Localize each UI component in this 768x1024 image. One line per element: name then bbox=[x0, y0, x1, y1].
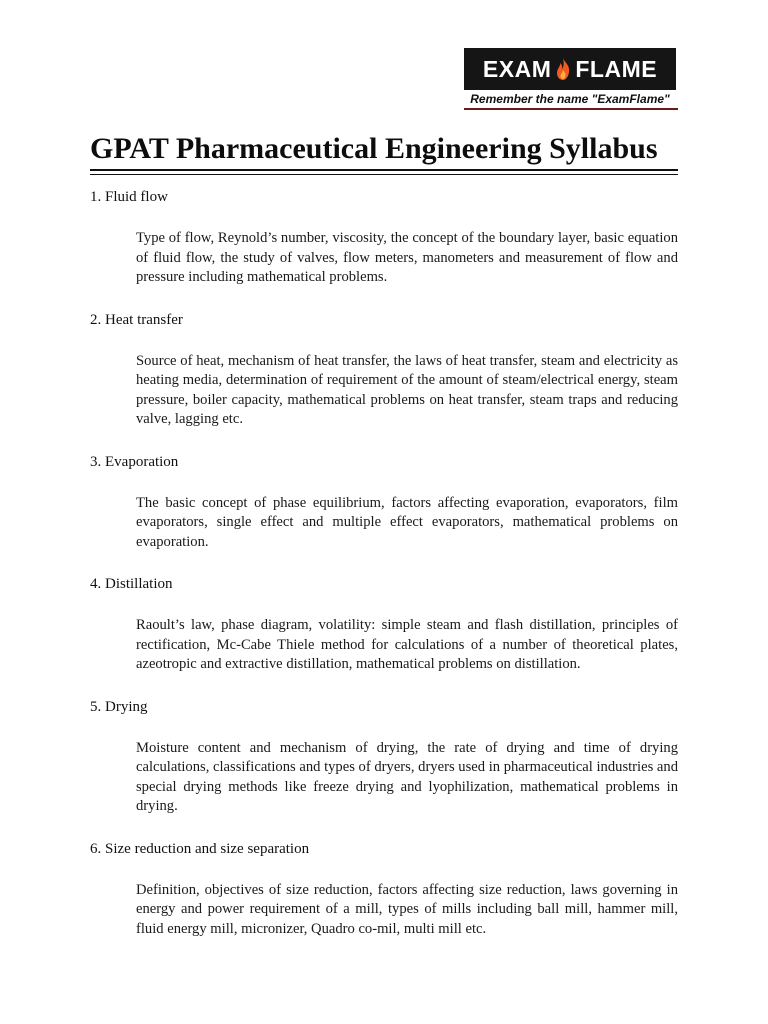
title-underline bbox=[90, 169, 678, 171]
section-text: Moisture content and mechanism of drying, the rate of drying and time of drying calculations, classifications and types of dryers, dryers used in pharmaceutical industries and special drying methods like freeze drying and lyophilization, mathematical problems in drying. bbox=[136, 739, 678, 814]
section-heading: 4. Distillation bbox=[90, 576, 173, 592]
section-heading: 3. Evaporation bbox=[90, 453, 179, 470]
page-title: GPAT Pharmaceutical Engineering Syllabus bbox=[90, 132, 658, 165]
logo-tagline: Remember the name "ExamFlame" bbox=[470, 92, 670, 106]
logo-box bbox=[464, 48, 676, 90]
section-heading: 2. Heat transfer bbox=[90, 311, 183, 328]
section-heading: 5. Drying bbox=[90, 698, 148, 715]
flame-icon bbox=[554, 57, 572, 81]
section-heading: 6. Size reduction and size separation bbox=[90, 840, 310, 857]
exam-flame-logo bbox=[464, 48, 676, 106]
section-fluid-flow bbox=[90, 187, 678, 288]
syllabus-content bbox=[90, 187, 678, 961]
section-evaporation bbox=[90, 452, 678, 553]
section-text: Definition, objectives of size reduction, factors affecting size reduction, laws governing in energy and power requirement of a mill, types of mills including ball mill, hammer mill, fluid energy mill, micronizer, Quadro co-mil, multi mill etc. bbox=[136, 881, 678, 937]
section-distillation bbox=[90, 574, 678, 675]
section-text: The basic concept of phase equilibrium, factors affecting evaporation, evaporators, film evaporators, single effect and multiple effect evaporators, mathematical problems on evaporation. bbox=[136, 494, 678, 550]
section-drying bbox=[90, 697, 678, 817]
section-heat-transfer bbox=[90, 310, 678, 430]
section-text: Type of flow, Reynold’s number, viscosity, the concept of the boundary layer, basic equation of fluid flow, the study of valves, flow meters, manometers and measurement of flow and pressure including mathematical problems. bbox=[136, 230, 678, 285]
section-text: Raoult’s law, phase diagram, volatility: simple steam and flash distillation, principles of rectification, Mc-Cabe Thiele method for calculations of a number of theoretical plates, azeotropic and extractive distillation, mathematical problems on distillation. bbox=[136, 617, 678, 672]
title-underline-thin bbox=[90, 174, 678, 175]
logo-text-exam: EXAM bbox=[482, 55, 552, 82]
section-text: Source of heat, mechanism of heat transfer, the laws of heat transfer, steam and electricity as heating media, determination of requirement of the amount of steam/electrical energy, steam pressure, boiler capacity, mathematical problems on heat transfer, steam traps and reducing valve, lagging etc. bbox=[136, 352, 678, 427]
section-size-reduction bbox=[90, 839, 678, 940]
logo-text-flame: FLAME bbox=[575, 55, 658, 82]
section-heading: 1. Fluid flow bbox=[90, 189, 168, 205]
header-divider bbox=[464, 108, 678, 110]
